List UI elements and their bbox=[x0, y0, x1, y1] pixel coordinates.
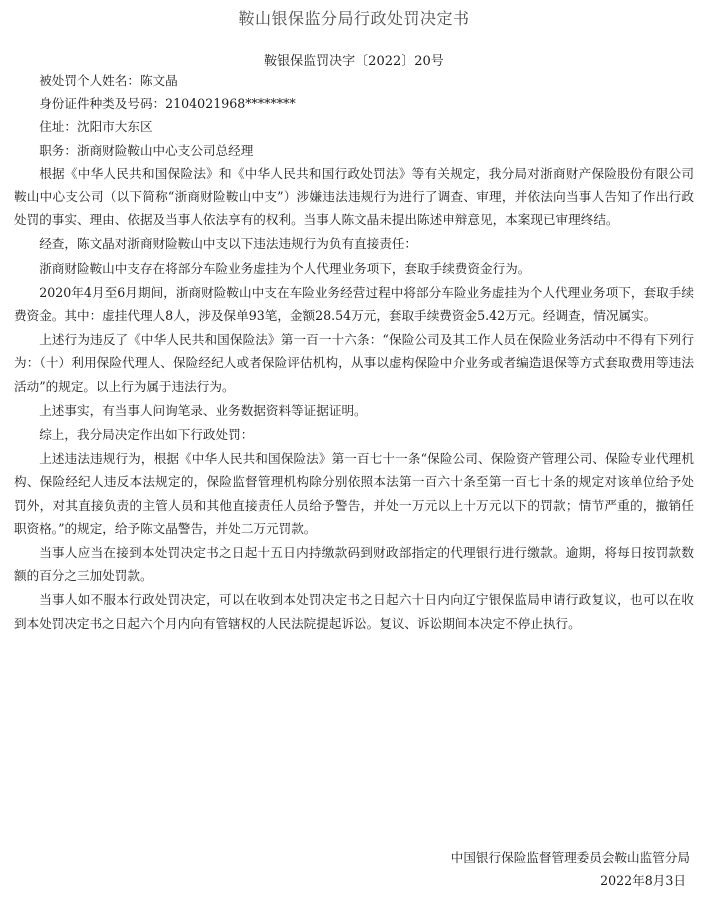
issue-date: 2022年8月3日 bbox=[600, 873, 686, 889]
signoff bbox=[451, 846, 690, 892]
position: 职务：浙商财险鞍山中心支公司总经理 bbox=[39, 142, 254, 158]
document-body bbox=[14, 69, 694, 635]
paragraph-violation-details: 2020年4月至6月期间，浙商财险鞍山中支在车险业务经营过程中将部分车险业务虚挂为个人代理业务项下，套取手续费资金。其中：虚挂代理人8人，涉及保单93笔，金额28.54万元，套取手续费资金5.42万元。经调查，情况属实。 bbox=[14, 284, 694, 324]
issuer: 中国银行保险监督管理委员会鞍山监管分局 bbox=[450, 850, 690, 865]
paragraph-legal-violation: 上述行为违反了《中华人民共和国保险法》第一百一十六条：“保险公司及其工作人员在保险业务活动中不得有下列行为：（十）利用保险代理人、保险经纪人或者保险评估机构，从事以虚构保险中介业务或者编造退保等方式套取费用等违法活动”的规定。以上行为属于违法行为。 bbox=[14, 332, 694, 394]
address: 住址：沈阳市大东区 bbox=[39, 119, 153, 135]
document-number: 鞍银保监罚决字〔2022〕20号 bbox=[264, 54, 444, 69]
penalized-name: 被处罚个人姓名：陈文晶 bbox=[39, 73, 178, 88]
paragraph-basis: 根据《中华人民共和国保险法》和《中华人民共和国行政处罚法》等有关规定，我分局对浙商财产保险股份有限公司鞍山中心支公司（以下简称“浙商财险鞍山中支”）涉嫌违法违规行为进行了调查、审理，并依法向当事人告知了作出行政处罚的事实、理由、依据及当事人依法享有的权利。当事人陈文晶未提出陈述申辩意见，本案现已审理终结。 bbox=[14, 165, 694, 228]
document-title: 鞍山银保监分局行政处罚决定书 bbox=[238, 9, 470, 28]
paragraph-payment: 当事人应当在接到本处罚决定书之日起十五日内持缴款码到财政部指定的代理银行进行缴款。逾期，将每日按罚款数额的百分之三加处罚款。 bbox=[14, 545, 694, 584]
paragraph-findings-intro: 经查，陈文晶对浙商财险鞍山中支以下违法违规行为负有直接责任： bbox=[39, 236, 417, 252]
paragraph-penalty: 上述违法违规行为，根据《中华人民共和国保险法》第一百七十一条“保险公司、保险资产管理公司、保险专业代理机构、保险经纪人违反本法规定的，保险监督管理机构除分别依照本法第一百六十条至第一百七十条的规定对该单位给予处罚外，对其直接负责的主管人员和其他直接责任人员给予警告，并处一万元以上十万元以下的罚款；情节严重的，撤销任职资格。”的规定，给予陈文晶警告，并处二万元罚款。 bbox=[14, 451, 694, 536]
paragraph-violation-summary: 浙商财险鞍山中支存在将部分车险业务虚挂为个人代理业务项下，套取手续费资金行为。 bbox=[39, 260, 531, 276]
paragraph-evidence: 上述事实，有当事人问询笔录、业务数据资料等证据证明。 bbox=[39, 402, 367, 418]
id-number: 身份证件种类及号码：2104021968******** bbox=[39, 96, 296, 112]
paragraph-decision-intro: 综上，我分局决定作出如下行政处罚： bbox=[39, 427, 254, 443]
paragraph-appeal: 当事人如不服本行政处罚决定，可以在收到本处罚决定书之日起六十日内向辽宁银保监局申请行政复议，也可以在收到本处罚决定书之日起六个月内向有管辖权的人民法院提起诉讼。复议、诉讼期间本决定不停止执行。 bbox=[14, 592, 694, 631]
